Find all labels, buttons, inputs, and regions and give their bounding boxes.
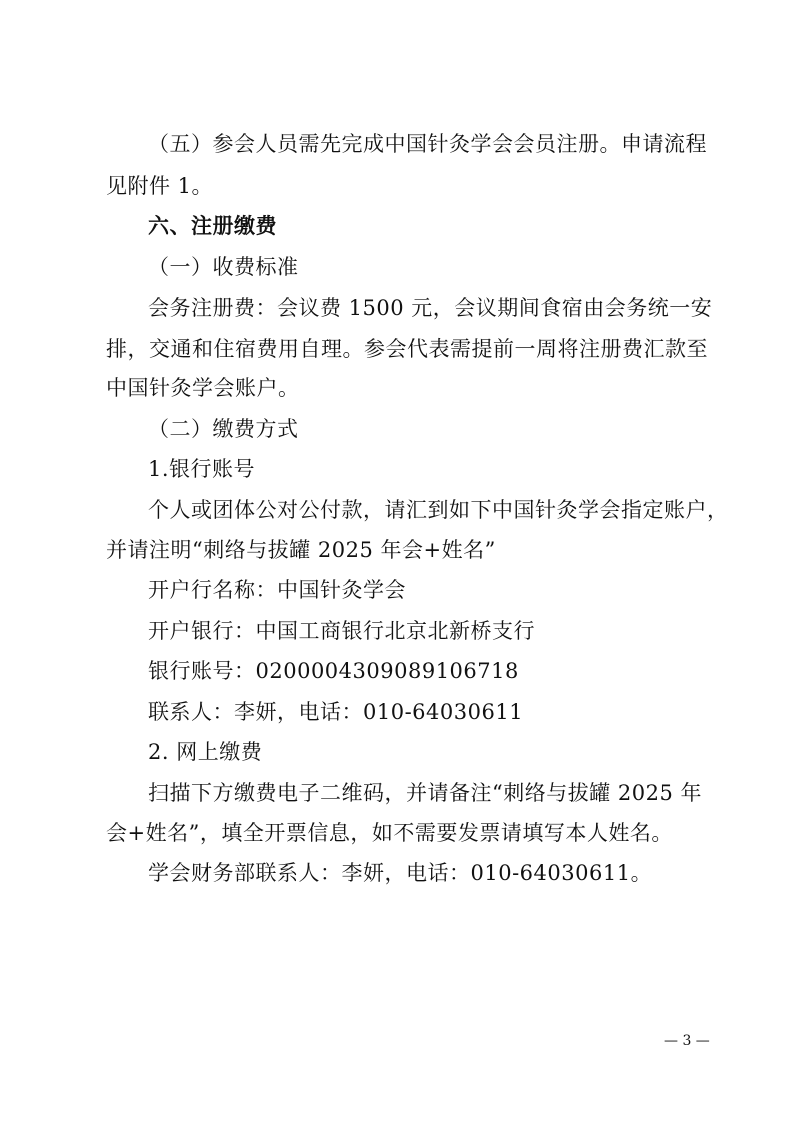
subsection-heading: （一）收费标准 [148,255,299,279]
section-heading: 六、注册缴费 [148,214,277,238]
paragraph-line: 会务注册费：会议费 1500 元，会议期间食宿由会务统一安 [148,296,713,320]
item-heading: 2. 网上缴费 [148,740,263,764]
paragraph-line: 个人或团体公对公付款，请汇到如下中国针灸学会指定账户， [148,498,729,522]
account-name-line: 开户行名称：中国针灸学会 [148,578,406,602]
paragraph-line: 会+姓名”，填全开票信息，如不需要发票请填写本人姓名。 [106,821,673,845]
subsection-heading: （二）缴费方式 [148,417,299,441]
page-number: — 3 — [664,1033,710,1049]
finance-contact-line: 学会财务部联系人：李妍，电话：010-64030611。 [148,861,653,885]
paragraph-line: 见附件 1。 [106,174,214,198]
contact-line: 联系人：李妍，电话：010-64030611 [148,700,524,724]
paragraph-line: 排，交通和住宿费用自理。参会代表需提前一周将注册费汇款至 [106,337,708,361]
item-heading: 1.银行账号 [148,457,256,481]
paragraph-line: （五）参会人员需先完成中国针灸学会会员注册。申请流程 [148,132,707,156]
paragraph-line: 并请注明“刺络与拔罐 2025 年会+姓名” [106,538,496,562]
account-number-line: 银行账号：0200004309089106718 [148,659,519,683]
bank-name-line: 开户银行：中国工商银行北京北新桥支行 [148,619,535,643]
paragraph-line: 中国针灸学会账户。 [106,376,300,400]
paragraph-line: 扫描下方缴费电子二维码，并请备注“刺络与拔罐 2025 年 [148,781,703,805]
